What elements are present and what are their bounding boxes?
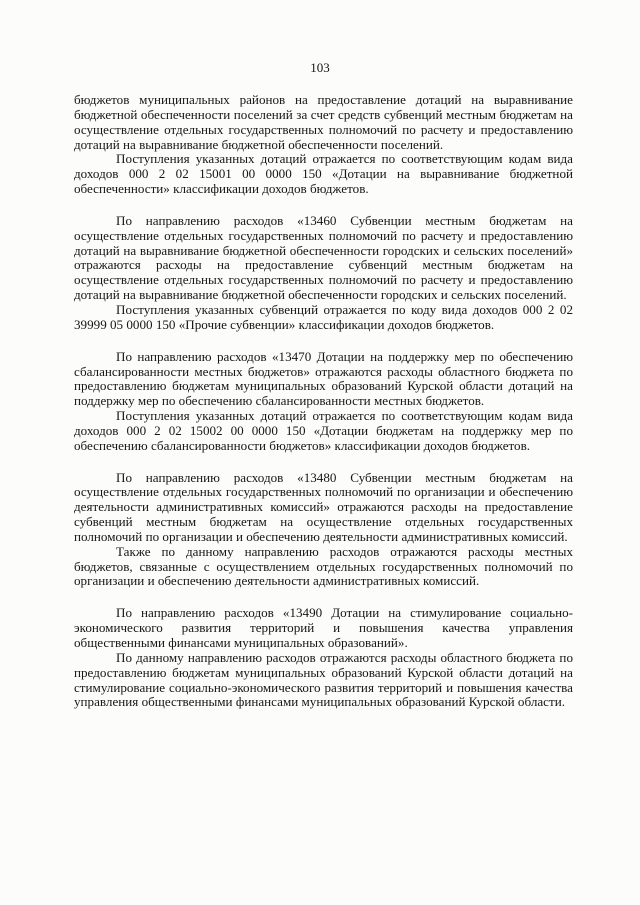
paragraph: Поступления указанных субвенций отражается по коду вида доходов 000 2 02 39999 05 0000 150 «Прочие субвенции» классификации доходов бюджетов. xyxy=(74,301,573,332)
paragraph: По направлению расходов «13490 Дотации на стимулирование социально-экономического развития территорий и повышения качества управления общественными финансами муниципальных образований». xyxy=(74,605,573,650)
section-gap xyxy=(74,454,573,471)
paragraph: По направлению расходов «13470 Дотации на поддержку мер по обеспечению сбалансированности местных бюджетов» отражаются расходы областного бюджета по предоставлению бюджетам муниципальных образований Курской области дотаций на поддержку мер по обеспечению сбалансированности местных бюджетов. xyxy=(74,348,573,409)
paragraph: По направлению расходов «13480 Субвенции местным бюджетам на осуществление отдельных государственных полномочий по организации и обеспечению деятельности административных комиссий» отражаются расходы на предоставление субвенций местным бюджетам на осуществление отдельных государственных полномочий по организации и обеспечению деятельности административных комиссий. xyxy=(74,469,573,544)
paragraph: Поступления указанных дотаций отражается по соответствующим кодам вида доходов 000 2 02 15002 00 0000 150 «Дотации бюджетам на поддержку мер по обеспечению сбалансированности бюджетов» классификации доходов бюджетов. xyxy=(74,408,573,453)
paragraph: По данному направлению расходов отражаются расходы областного бюджета по предоставлению бюджетам муниципальных образований Курской области дотаций на стимулирование социально-экономического развития территорий и повышения качества управления общественными финансами муниципальных образований Курской области. xyxy=(74,649,573,710)
section-13480 xyxy=(74,471,573,590)
section-gap xyxy=(74,197,573,214)
section-gap xyxy=(74,333,573,350)
section-13490 xyxy=(74,606,573,710)
section-13470 xyxy=(74,350,573,454)
section-dotation-settlements xyxy=(74,93,573,197)
document-body xyxy=(74,93,573,710)
paragraph: Также по данному направлению расходов отражаются расходы местных бюджетов, связанные с осуществлением отдельных государственных полномочий по организации и обеспечению деятельности административных комиссий. xyxy=(74,543,573,589)
section-gap xyxy=(74,589,573,606)
paragraph: бюджетов муниципальных районов на предоставление дотаций на выравнивание бюджетной обеспеченности поселений за счет средств субвенций местным бюджетам на осуществление отдельных государственных полномочий по расчету и предоставлению дотаций на выравнивание бюджетной обеспеченности поселений. xyxy=(74,92,573,152)
page-number: 103 xyxy=(310,60,330,75)
section-13460 xyxy=(74,214,573,333)
paragraph: По направлению расходов «13460 Субвенции местным бюджетам на осуществление отдельных государственных полномочий по расчету и предоставлению дотаций на выравнивание бюджетной обеспеченности городских и сельских поселений» отражаются расходы на предоставление субвенций местным бюджетам на осуществление отдельных государственных полномочий по расчету и предоставлению дотаций на выравнивание бюджетной обеспеченности городских и сельских поселений. xyxy=(74,212,573,303)
paragraph: Поступления указанных дотаций отражается по соответствующим кодам вида доходов 000 2 02 15001 00 0000 150 «Дотации на выравнивание бюджетной обеспеченности» классификации доходов бюджетов. xyxy=(74,151,573,197)
